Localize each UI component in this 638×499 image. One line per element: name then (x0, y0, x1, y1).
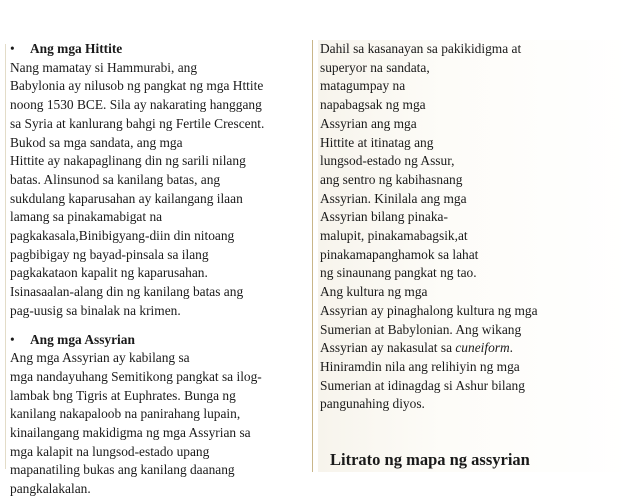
bullet-icon: • (10, 331, 15, 347)
text-line: Bukod sa mga sandata, ang mga (10, 134, 183, 150)
text-line: pangkalakalan. (10, 481, 91, 497)
text-line: Nang mamatay si Hammurabi, ang (10, 59, 198, 75)
text-line: Assyrian bilang pinaka- (320, 209, 448, 225)
text-line: batas. Alinsunod sa kanilang batas, ang (10, 171, 221, 187)
text-line: Hiniramdin nila ang relihiyin ng mga (320, 358, 520, 374)
text-line: Isinasaalan-alang din ng kanilang batas ang (10, 284, 244, 300)
text-line: sa Syria at kanlurang bahgi ng Fertile Crescent. (10, 115, 265, 131)
text-line: Dahil sa kasanayan sa pakikidigma at (320, 41, 522, 56)
hittite-heading: Ang mga Hittite (30, 41, 123, 56)
left-edge-rule (5, 44, 6, 469)
text-line: mga nandayuhang Semitikong pangkat sa ilog- (10, 368, 262, 384)
text-span: . (509, 340, 514, 356)
text-line: lambak bng Tigris at Euphrates. Bunga ng (10, 387, 236, 403)
text-line: Ang kultura ng mga (320, 284, 428, 300)
text-line-cuneiform (320, 339, 632, 358)
right-text-column (318, 40, 632, 472)
text-line: Assyrian. Kinilala ang mga (320, 190, 467, 206)
text-line: lungsod-estado ng Assur, (320, 153, 455, 169)
text-line: noong 1530 BCE. Sila ay nakarating hanggang (10, 97, 262, 113)
text-line: mga kalapit na lungsod-estado upang (10, 443, 210, 459)
text-line: kinailangang makidigma ng mga Assyrian sa (10, 425, 251, 441)
text-line: malupit, pinakamabagsik,at (320, 228, 468, 244)
assyrian-heading: Ang mga Assyrian (30, 331, 135, 347)
text-line: Hittite ay nakapaglinang din ng sarili nilang (10, 153, 246, 169)
text-line: pag-uusig sa binalak na krimen. (10, 302, 181, 318)
cuneiform-term: cuneiform (455, 340, 510, 356)
text-line: napabagsak ng mga (320, 97, 426, 113)
text-line: Ang mga Assyrian ay kabilang sa (10, 350, 190, 366)
text-line: matagumpay na (320, 78, 406, 94)
text-line: pagkakasala,Binibigyang-diin din nitoang (10, 228, 235, 244)
text-line: lamang sa pinakamabigat na (10, 209, 163, 225)
text-line: Assyrian ay pinaghalong kultura ng mga (320, 302, 538, 318)
text-line: ng sinaunang pangkat ng tao. (320, 265, 477, 281)
text-line: kanilang nakapaloob na panirahang lupain, (10, 406, 241, 422)
text-line: pagbibigay ng bayad-pinsala sa ilang (10, 246, 209, 262)
text-line: sukdulang kaparusahan ay kailangang ilaan (10, 190, 243, 206)
assyrian-heading-line (10, 331, 312, 350)
hittite-heading-line (10, 40, 312, 59)
text-line: pagkakataon kapalit ng kaparusahan. (10, 265, 208, 281)
text-line: Babylonia ay nilusob ng pangkat ng mga Httite (10, 78, 264, 94)
text-line: Sumerian at Babylonian. Ang wikang (320, 321, 522, 337)
text-line: mapanatiling bukas ang kanilang daanang (10, 462, 235, 478)
text-line: superyor na sandata, (320, 59, 430, 75)
bullet-icon: • (10, 41, 15, 56)
text-line: Assyrian ang mga (320, 115, 417, 131)
text-span: Assyrian ay nakasulat sa (320, 340, 456, 356)
text-line: ang sentro ng kabihasnang (320, 171, 463, 187)
text-line: pinakamapanghamok sa lahat (320, 246, 479, 262)
text-line: Sumerian at idinagdag si Ashur bilang (320, 377, 525, 393)
map-caption: Litrato ng mapa ng assyrian (330, 450, 530, 469)
section-spacer (10, 321, 312, 331)
text-line: Hittite at itinatag ang (320, 134, 434, 150)
text-line: pangunahing diyos. (320, 396, 425, 412)
left-text-column (8, 40, 313, 497)
